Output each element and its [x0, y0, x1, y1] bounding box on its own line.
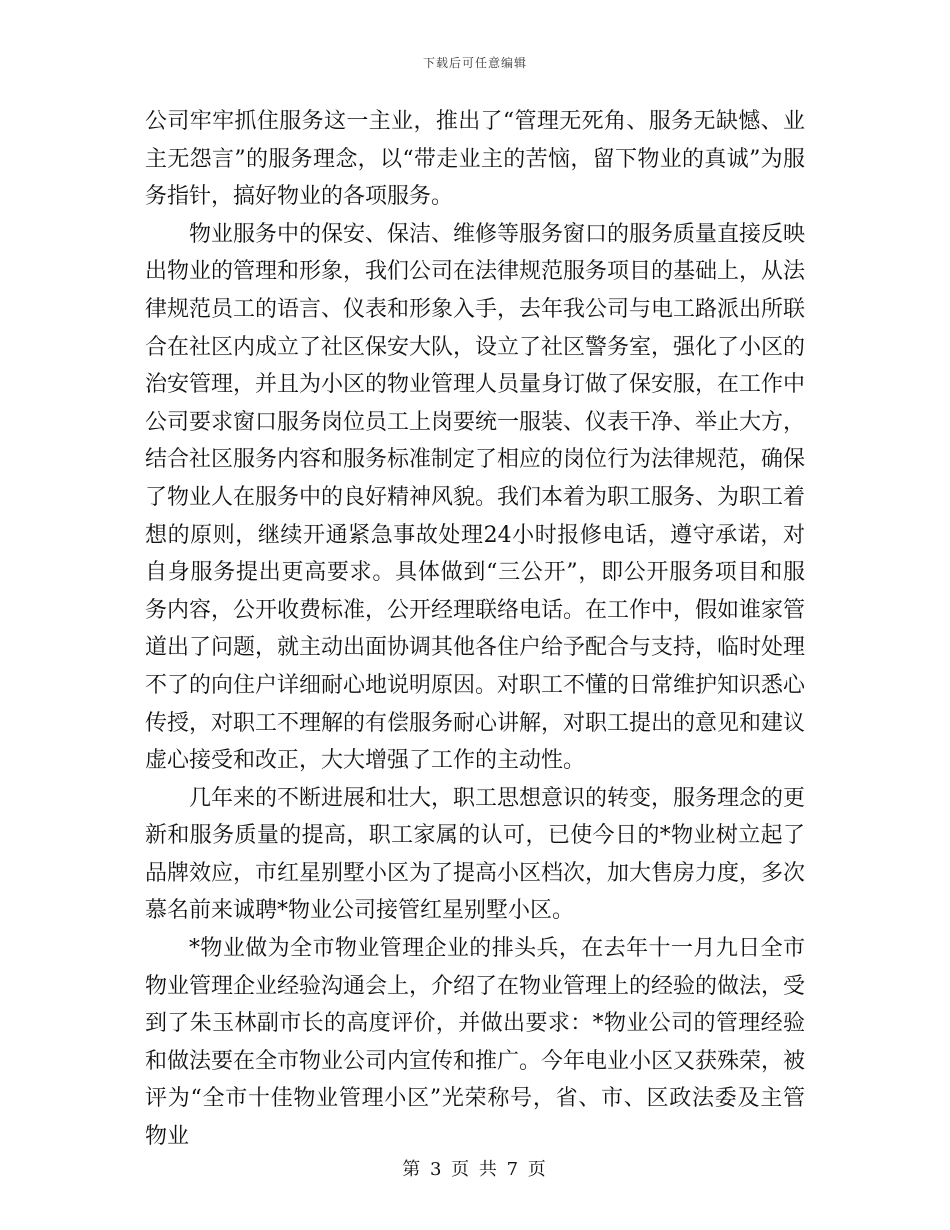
- paragraph-continued: 公司牢牢抓住服务这一主业，推出了“管理无死角、服务无缺憾、业主无怨言”的服务理念，以“带走业主的苦恼，留下物业的真诚”为服务指针，搞好物业的各项服务。: [145, 109, 805, 210]
- page-header: 下载后可任意编辑: [422, 56, 527, 70]
- page-number-footer: 第 3 页 共 7 页: [402, 1159, 548, 1180]
- paragraph-leading-enterprise: *物业做为全市物业管理企业的排头兵，在去年十一月九日全市物业管理企业经验沟通会上，介绍了在物业管理上的经验的做法，受到了朱玉林副市长的高度评价，并做出要求：*物业公司的管理经验和做法要在全市物业公司内宣传和推广。今年电业小区又获殊荣，被评为“全市十佳物业管理小区”光荣称号，省、市、区政法委及主管物业: [145, 936, 806, 1150]
- paragraph-service-windows: 物业服务中的保安、保洁、维修等服务窗口的服务质量直接反映出物业的管理和形象，我们公司在法律规范服务项目的基础上，从法律规范员工的语言、仪表和形象入手，去年我公司与电工路派出所联合在社区内成立了社区保安大队，设立了社区警务室，强化了小区的治安管理，并且为小区的物业管理人员量身订做了保安服，在工作中公司要求窗口服务岗位员工上岗要统一服装、仪表干净、举止大方，结合社区服务内容和服务标准制定了相应的岗位行为法律规范，确保了物业人在服务中的良好精神风貌。我们本着为职工服务、为职工着想的原则，继续开通紧急事故处理24小时报修电话，遵守承诺，对自身服务提出更高要求。具体做到“三公开”，即公开服务项目和服务内容，公开收费标准，公开经理联络电话。在工作中，假如谁家管道出了问题，就主动出面协调其他各住户给予配合与支持，临时处理不了的向住户详细耐心地说明原因。对职工不懂的日常维护知识悉心传授，对职工不理解的有偿服务耐心讲解，对职工提出的意见和建议虚心接受和改正，大大增强了工作的主动性。: [145, 221, 806, 774]
- document-body: [145, 103, 805, 1156]
- paragraph-development: 几年来的不断进展和壮大，职工思想意识的转变，服务理念的更新和服务质量的提高，职工家属的认可，已使今日的*物业树立起了品牌效应，市红星别墅小区为了提高小区档次，加大售房力度，多次慕名前来诚聘*物业公司接管红星别墅小区。: [145, 785, 806, 924]
